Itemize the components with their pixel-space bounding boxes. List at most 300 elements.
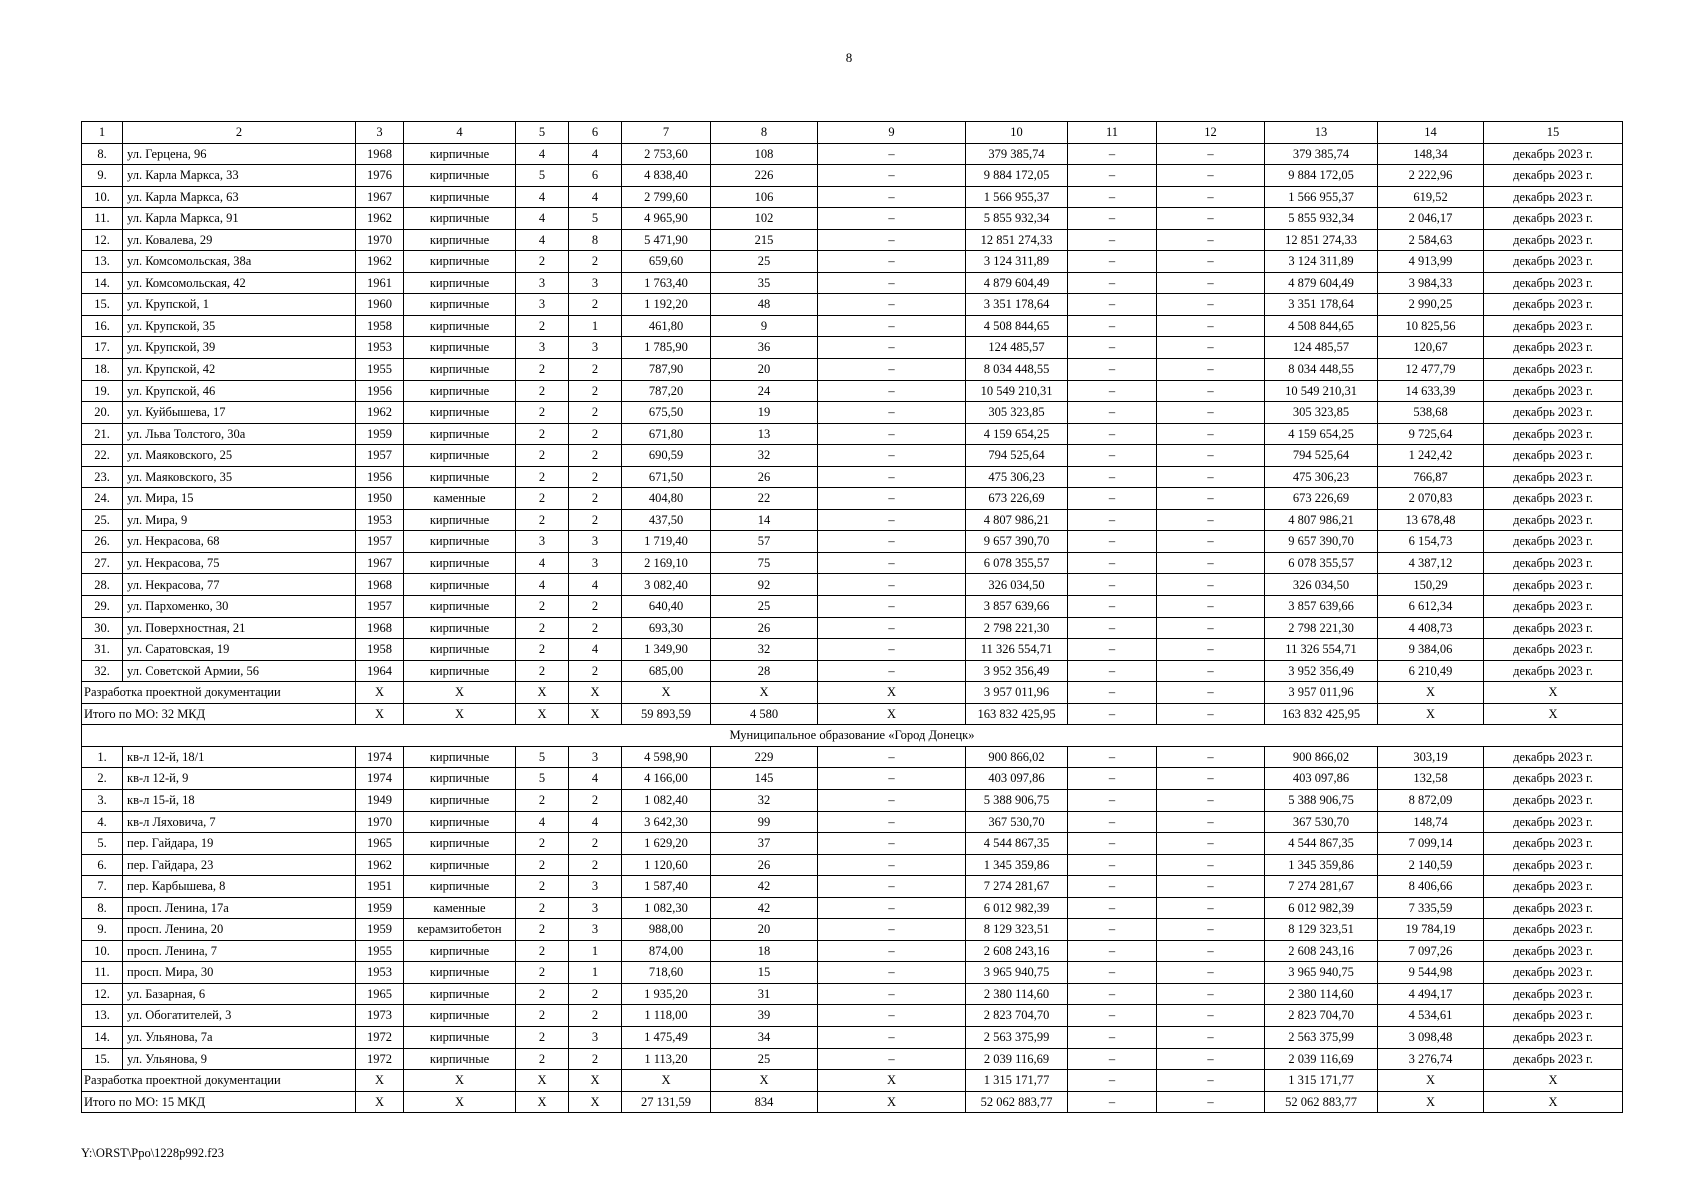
table-cell: – (1068, 165, 1157, 187)
table-cell: 10 549 210,31 (966, 380, 1068, 402)
table-cell: 148,74 (1378, 811, 1484, 833)
table-cell: 215 (711, 229, 818, 251)
table-cell: декабрь 2023 г. (1484, 402, 1623, 424)
table-cell: кирпичные (404, 229, 516, 251)
table-cell: 2 (516, 596, 569, 618)
table-cell: 3 642,30 (622, 811, 711, 833)
table-cell: 2 (516, 660, 569, 682)
table-cell: 28. (82, 574, 123, 596)
table-cell: 1949 (356, 789, 404, 811)
table-cell: – (1157, 315, 1265, 337)
table-cell: 229 (711, 746, 818, 768)
table-cell: 25 (711, 596, 818, 618)
table-cell: декабрь 2023 г. (1484, 617, 1623, 639)
table-cell: 25 (711, 251, 818, 273)
table-cell: декабрь 2023 г. (1484, 315, 1623, 337)
table-cell: 4 807 986,21 (966, 509, 1068, 531)
table-cell: декабрь 2023 г. (1484, 1005, 1623, 1027)
table-row (82, 272, 1623, 294)
table-cell: 2 039 116,69 (1265, 1048, 1378, 1070)
table-cell: ул. Крупской, 42 (123, 359, 356, 381)
table-cell: – (818, 445, 966, 467)
table-cell: – (818, 876, 966, 898)
table-cell: 11. (82, 208, 123, 230)
table-cell: 4 166,00 (622, 768, 711, 790)
table-cell: – (1068, 143, 1157, 165)
table-cell: 305 323,85 (966, 402, 1068, 424)
table-cell: 11 326 554,71 (966, 639, 1068, 661)
table-cell: 1951 (356, 876, 404, 898)
table-cell: декабрь 2023 г. (1484, 509, 1623, 531)
table-cell: 35 (711, 272, 818, 294)
table-cell: 2 (569, 402, 622, 424)
table-cell: 3 952 356,49 (1265, 660, 1378, 682)
table-cell: 13. (82, 251, 123, 273)
table-cell: ул. Комсомольская, 38а (123, 251, 356, 273)
table-cell: 30. (82, 617, 123, 639)
table-cell: 3 (569, 919, 622, 941)
table-cell: 9 (818, 122, 966, 144)
table-cell: X (818, 682, 966, 704)
table-cell: 5 855 932,34 (966, 208, 1068, 230)
table-cell: – (1068, 531, 1157, 553)
table-row (82, 315, 1623, 337)
table-cell: 4 534,61 (1378, 1005, 1484, 1027)
table-cell: 1 629,20 (622, 833, 711, 855)
summary-row (82, 682, 1623, 704)
table-cell: 11 (1068, 122, 1157, 144)
table-cell: 10 549 210,31 (1265, 380, 1378, 402)
table-cell: 4 (404, 122, 516, 144)
table-cell: 4 408,73 (1378, 617, 1484, 639)
table-cell: 8 872,09 (1378, 789, 1484, 811)
table-cell: 7. (82, 876, 123, 898)
table-cell: – (1068, 552, 1157, 574)
table-cell: 102 (711, 208, 818, 230)
table-cell: декабрь 2023 г. (1484, 660, 1623, 682)
table-cell: – (1157, 1070, 1265, 1092)
table-cell: X (404, 682, 516, 704)
table-cell: – (1068, 359, 1157, 381)
table-cell: 3 (569, 272, 622, 294)
table-row (82, 962, 1623, 984)
table-row (82, 466, 1623, 488)
table-cell: 2 798 221,30 (966, 617, 1068, 639)
table-cell: 163 832 425,95 (1265, 703, 1378, 725)
table-cell: – (818, 746, 966, 768)
table-cell: ул. Крупской, 1 (123, 294, 356, 316)
table-cell: каменные (404, 488, 516, 510)
table-cell: 4 879 604,49 (1265, 272, 1378, 294)
table-body (82, 122, 1623, 1113)
table-cell: 2 (516, 359, 569, 381)
table-cell: 1953 (356, 962, 404, 984)
table-cell: – (1068, 940, 1157, 962)
table-cell: – (818, 639, 966, 661)
table-cell: – (818, 919, 966, 941)
table-cell: 3 984,33 (1378, 272, 1484, 294)
table-cell: кирпичные (404, 811, 516, 833)
table-cell: 4 159 654,25 (1265, 423, 1378, 445)
table-cell: 4 879 604,49 (966, 272, 1068, 294)
table-cell: 150,29 (1378, 574, 1484, 596)
table-cell: X (1378, 682, 1484, 704)
table-cell: 9 657 390,70 (1265, 531, 1378, 553)
table-cell: 9. (82, 165, 123, 187)
table-cell: 900 866,02 (966, 746, 1068, 768)
table-cell: 26 (711, 617, 818, 639)
table-cell: X (569, 1091, 622, 1113)
table-cell: 120,67 (1378, 337, 1484, 359)
table-cell: 1 349,90 (622, 639, 711, 661)
table-cell: – (1157, 746, 1265, 768)
table-cell: кв-л 15-й, 18 (123, 789, 356, 811)
table-cell: декабрь 2023 г. (1484, 876, 1623, 898)
table-cell: 75 (711, 552, 818, 574)
table-cell: – (1068, 639, 1157, 661)
table-cell: 34 (711, 1026, 818, 1048)
table-cell: кирпичные (404, 854, 516, 876)
table-cell: – (818, 337, 966, 359)
table-cell: 794 525,64 (966, 445, 1068, 467)
table-cell: 9. (82, 919, 123, 941)
table-cell: 403 097,86 (1265, 768, 1378, 790)
table-cell: 1972 (356, 1026, 404, 1048)
table-cell: 1968 (356, 574, 404, 596)
table-cell: 19 (711, 402, 818, 424)
table-cell: 2 (516, 897, 569, 919)
table-cell: 14. (82, 1026, 123, 1048)
table-cell: 787,20 (622, 380, 711, 402)
table-cell: кирпичные (404, 531, 516, 553)
table-cell: 4 965,90 (622, 208, 711, 230)
table-cell: – (1157, 639, 1265, 661)
table-cell: 1953 (356, 337, 404, 359)
table-cell: 2 (516, 509, 569, 531)
table-cell: 640,40 (622, 596, 711, 618)
table-row (82, 445, 1623, 467)
table-cell: 4 387,12 (1378, 552, 1484, 574)
table-cell: 2 (516, 617, 569, 639)
table-cell: 3 (516, 294, 569, 316)
table-cell: кирпичные (404, 746, 516, 768)
table-cell: 2 (569, 1048, 622, 1070)
table-cell: – (818, 897, 966, 919)
table-cell: 28 (711, 660, 818, 682)
table-cell: 2 (569, 617, 622, 639)
table-cell: 4 (569, 574, 622, 596)
table-cell: – (1157, 919, 1265, 941)
table-cell: 303,19 (1378, 746, 1484, 768)
table-cell: ул. Куйбышева, 17 (123, 402, 356, 424)
table-cell: 673 226,69 (966, 488, 1068, 510)
table-cell: 3 (516, 337, 569, 359)
table-cell: 25. (82, 509, 123, 531)
table-cell: 1964 (356, 660, 404, 682)
table-cell: – (1157, 833, 1265, 855)
table-cell: просп. Ленина, 20 (123, 919, 356, 941)
table-cell: X (818, 1070, 966, 1092)
table-cell: 1959 (356, 423, 404, 445)
table-cell: 2 (569, 294, 622, 316)
table-cell: декабрь 2023 г. (1484, 186, 1623, 208)
table-cell: 21. (82, 423, 123, 445)
table-cell: ул. Комсомольская, 42 (123, 272, 356, 294)
table-cell: 132,58 (1378, 768, 1484, 790)
table-cell: 538,68 (1378, 402, 1484, 424)
table-row (82, 402, 1623, 424)
table-cell: 5 (516, 165, 569, 187)
table-cell: декабрь 2023 г. (1484, 962, 1623, 984)
table-cell: – (1157, 272, 1265, 294)
table-cell: – (1068, 811, 1157, 833)
table-cell: 2 (569, 983, 622, 1005)
table-cell: 4 159 654,25 (966, 423, 1068, 445)
table-cell: кирпичные (404, 402, 516, 424)
table-cell: 1962 (356, 854, 404, 876)
table-cell: 671,50 (622, 466, 711, 488)
table-cell: – (818, 229, 966, 251)
table-row (82, 660, 1623, 682)
table-cell: 5 (516, 768, 569, 790)
table-cell: 7 099,14 (1378, 833, 1484, 855)
table-cell: кирпичные (404, 1026, 516, 1048)
table-cell: 3 952 356,49 (966, 660, 1068, 682)
table-cell: 2 (516, 833, 569, 855)
table-cell: 9 384,06 (1378, 639, 1484, 661)
table-cell: – (818, 1026, 966, 1048)
table-cell: 1 587,40 (622, 876, 711, 898)
table-cell: декабрь 2023 г. (1484, 1048, 1623, 1070)
table-cell: кирпичные (404, 509, 516, 531)
table-cell: кирпичные (404, 466, 516, 488)
table-cell: 16. (82, 315, 123, 337)
table-cell: 163 832 425,95 (966, 703, 1068, 725)
table-cell: 36 (711, 337, 818, 359)
table-cell: 6 (569, 122, 622, 144)
table-cell: 14 (711, 509, 818, 531)
table-cell: кирпичные (404, 380, 516, 402)
table-cell: 2 (516, 940, 569, 962)
table-cell: 19 784,19 (1378, 919, 1484, 941)
table-cell: 2 (123, 122, 356, 144)
table-cell: декабрь 2023 г. (1484, 294, 1623, 316)
table-cell: 27. (82, 552, 123, 574)
table-cell: – (818, 143, 966, 165)
table-cell: – (1157, 380, 1265, 402)
table-cell: кирпичные (404, 552, 516, 574)
table-cell: 2 (569, 380, 622, 402)
table-cell: – (1068, 251, 1157, 273)
table-cell: кирпичные (404, 294, 516, 316)
table-cell: кирпичные (404, 423, 516, 445)
table-cell: 4 807 986,21 (1265, 509, 1378, 531)
table-cell: 1 315 171,77 (966, 1070, 1068, 1092)
table-cell: – (818, 660, 966, 682)
table-cell: 1 113,20 (622, 1048, 711, 1070)
table-cell: кирпичные (404, 337, 516, 359)
table-cell: кирпичные (404, 315, 516, 337)
table-cell: – (1157, 337, 1265, 359)
table-cell: – (818, 488, 966, 510)
table-cell: – (1157, 488, 1265, 510)
table-cell: 2 563 375,99 (966, 1026, 1068, 1048)
table-cell: 4 544 867,35 (966, 833, 1068, 855)
table-cell: 22 (711, 488, 818, 510)
table-cell: X (711, 682, 818, 704)
table-cell: 1960 (356, 294, 404, 316)
table-cell: 3 (516, 272, 569, 294)
table-cell: – (1157, 359, 1265, 381)
table-cell: 6 210,49 (1378, 660, 1484, 682)
table-cell: 4 (569, 811, 622, 833)
table-cell: 29. (82, 596, 123, 618)
table-row (82, 552, 1623, 574)
table-cell: – (1068, 897, 1157, 919)
table-cell: 2 070,83 (1378, 488, 1484, 510)
table-cell: 3 965 940,75 (966, 962, 1068, 984)
table-cell: 7 274 281,67 (966, 876, 1068, 898)
table-cell: 3 (569, 1026, 622, 1048)
table-cell: ул. Ульянова, 9 (123, 1048, 356, 1070)
table-cell: декабрь 2023 г. (1484, 574, 1623, 596)
table-cell: 108 (711, 143, 818, 165)
table-cell: 834 (711, 1091, 818, 1113)
table-cell: 3 (569, 552, 622, 574)
table-cell: 787,90 (622, 359, 711, 381)
table-cell: 4 (516, 229, 569, 251)
table-cell: декабрь 2023 г. (1484, 531, 1623, 553)
table-cell: ул. Карла Маркса, 33 (123, 165, 356, 187)
table-cell: 9 657 390,70 (966, 531, 1068, 553)
table-cell: 1955 (356, 359, 404, 381)
table-cell: 3. (82, 789, 123, 811)
table-cell: 794 525,64 (1265, 445, 1378, 467)
table-cell: 2 584,63 (1378, 229, 1484, 251)
table-cell: – (1068, 1091, 1157, 1113)
table-cell: – (1157, 876, 1265, 898)
table-cell: 2 563 375,99 (1265, 1026, 1378, 1048)
table-row (82, 574, 1623, 596)
table-cell: 9 725,64 (1378, 423, 1484, 445)
table-cell: – (818, 811, 966, 833)
table-cell: кирпичные (404, 574, 516, 596)
table-cell: Итого по МО: 15 МКД (82, 1091, 356, 1113)
table-cell: 1959 (356, 919, 404, 941)
table-cell: – (818, 423, 966, 445)
table-cell: – (1157, 1026, 1265, 1048)
table-cell: 2 (569, 359, 622, 381)
table-cell: 2 (516, 919, 569, 941)
table-cell: ул. Саратовская, 19 (123, 639, 356, 661)
table-cell: декабрь 2023 г. (1484, 272, 1623, 294)
table-cell: 3 (569, 531, 622, 553)
table-cell: 2 (516, 876, 569, 898)
table-cell: 15. (82, 1048, 123, 1070)
table-cell: кирпичные (404, 789, 516, 811)
table-cell: 124 485,57 (1265, 337, 1378, 359)
table-cell: кирпичные (404, 272, 516, 294)
table-cell: X (1484, 703, 1623, 725)
table-cell: 4 508 844,65 (1265, 315, 1378, 337)
table-row (82, 854, 1623, 876)
table-cell: 1 345 359,86 (1265, 854, 1378, 876)
page-number: 8 (845, 50, 853, 65)
table-cell: 1 (82, 122, 123, 144)
table-cell: 2 823 704,70 (1265, 1005, 1378, 1027)
table-cell: просп. Ленина, 7 (123, 940, 356, 962)
table-cell: – (818, 315, 966, 337)
table-cell: 14 633,39 (1378, 380, 1484, 402)
table-cell: ул. Крупской, 35 (123, 315, 356, 337)
table-cell: 8 129 323,51 (966, 919, 1068, 941)
table-cell: – (1068, 380, 1157, 402)
table-cell: 8 034 448,55 (1265, 359, 1378, 381)
table-cell: 2 823 704,70 (966, 1005, 1068, 1027)
table-cell: 6 078 355,57 (966, 552, 1068, 574)
table-cell: 1967 (356, 552, 404, 574)
table-cell: 99 (711, 811, 818, 833)
table-cell: 404,80 (622, 488, 711, 510)
table-cell: 1968 (356, 143, 404, 165)
table-row (82, 186, 1623, 208)
table-cell: 2 (516, 962, 569, 984)
table-cell: 2 (516, 445, 569, 467)
table-cell: 3 276,74 (1378, 1048, 1484, 1070)
table-cell: – (818, 1005, 966, 1027)
table-cell: декабрь 2023 г. (1484, 445, 1623, 467)
table-cell: – (818, 552, 966, 574)
table-cell: ул. Обогатителей, 3 (123, 1005, 356, 1027)
table-cell: 7 335,59 (1378, 897, 1484, 919)
table-cell: 1953 (356, 509, 404, 531)
table-cell: декабрь 2023 г. (1484, 919, 1623, 941)
table-cell: 2 (516, 380, 569, 402)
table-cell: – (818, 531, 966, 553)
table-cell: 1 118,00 (622, 1005, 711, 1027)
table-cell: 766,87 (1378, 466, 1484, 488)
table-cell: – (1157, 531, 1265, 553)
table-cell: кирпичные (404, 208, 516, 230)
table-cell: 6. (82, 854, 123, 876)
table-cell: пер. Карбышева, 8 (123, 876, 356, 898)
table-cell: – (1157, 660, 1265, 682)
table-cell: 8 406,66 (1378, 876, 1484, 898)
table-cell: – (818, 380, 966, 402)
table-cell: 2 (516, 488, 569, 510)
table-cell: 4 494,17 (1378, 983, 1484, 1005)
table-cell: 148,34 (1378, 143, 1484, 165)
table-cell: ул. Пархоменко, 30 (123, 596, 356, 618)
table-cell: 3 (569, 897, 622, 919)
table-cell: 3 (516, 531, 569, 553)
table-cell: 26 (711, 466, 818, 488)
table-cell: X (569, 1070, 622, 1092)
table-cell: 2 (516, 466, 569, 488)
table-cell: 39 (711, 1005, 818, 1027)
table-cell: 20 (711, 919, 818, 941)
table-cell: 718,60 (622, 962, 711, 984)
table-cell: 5 (516, 122, 569, 144)
table-cell: – (818, 186, 966, 208)
summary-row (82, 1091, 1623, 1113)
table-cell: 5 (516, 746, 569, 768)
table-cell: кирпичные (404, 768, 516, 790)
table-cell: 14 (1378, 122, 1484, 144)
table-cell: 1 785,90 (622, 337, 711, 359)
table-cell: – (1068, 962, 1157, 984)
table-cell: кирпичные (404, 639, 516, 661)
